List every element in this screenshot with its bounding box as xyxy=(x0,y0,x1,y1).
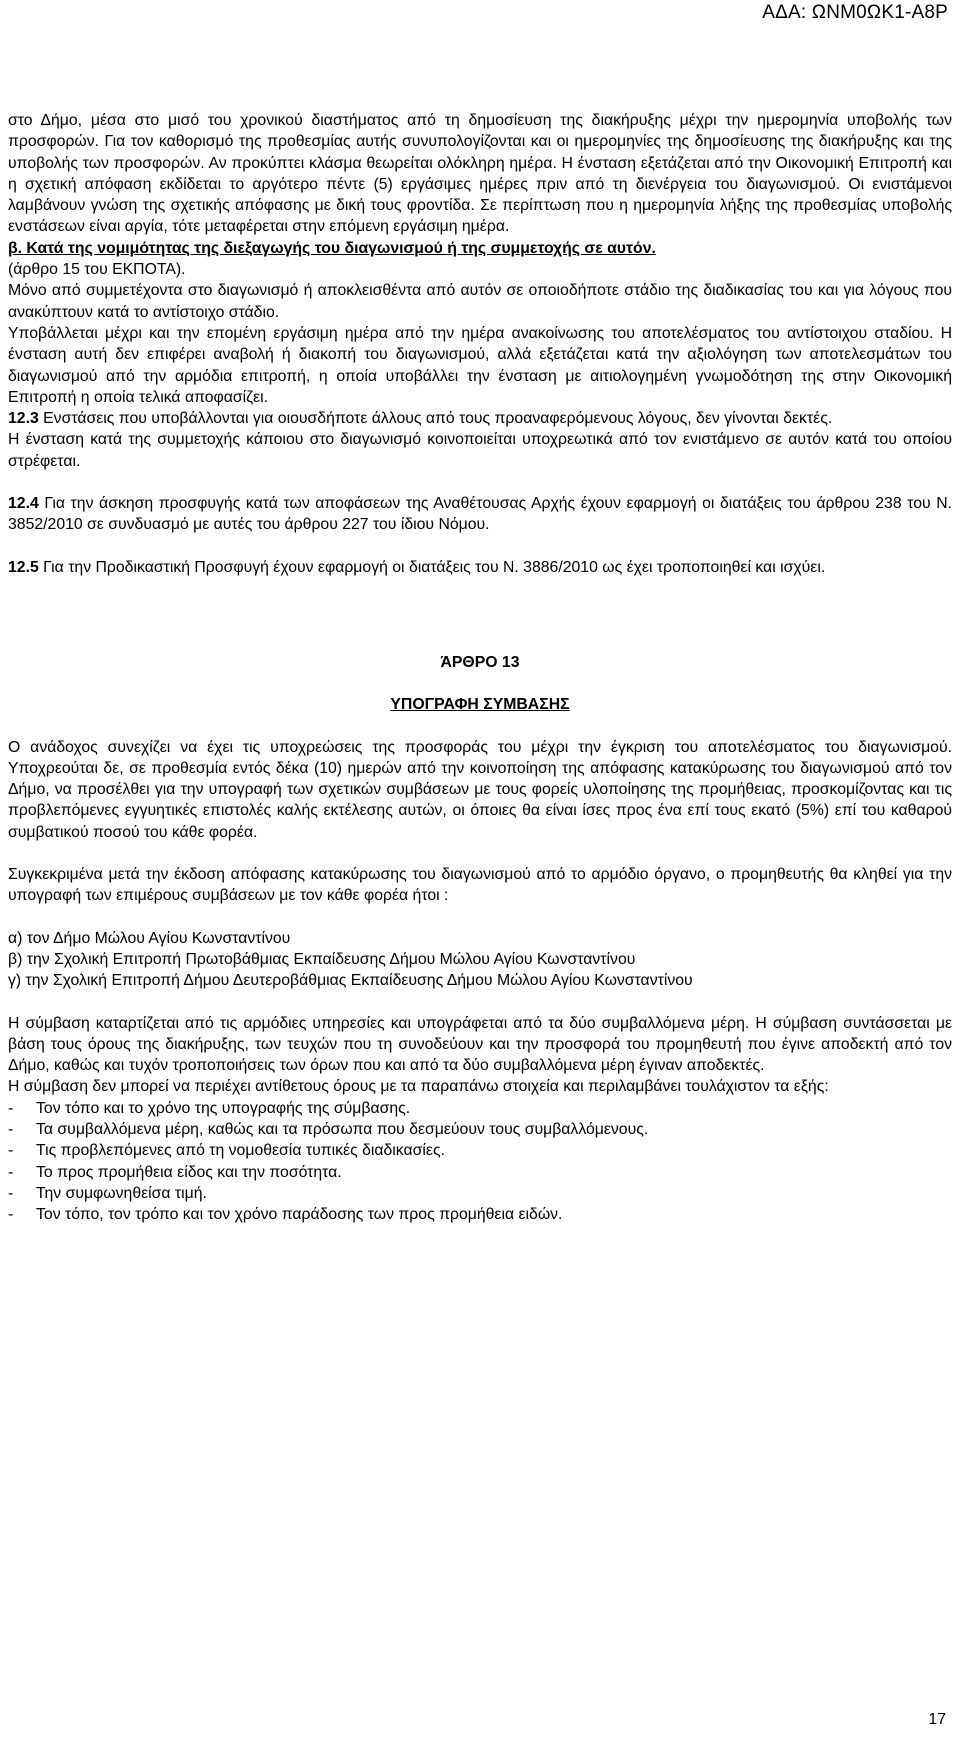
list-dash: - xyxy=(8,1120,14,1138)
section-beta-heading: β. Κατά της νομιμότητας της διεξαγωγής του διαγωνισμού ή της συμμετοχής σε αυτόν. xyxy=(8,239,656,257)
list-item-text: Το προς προμήθεια είδος και την ποσότητα. xyxy=(36,1163,342,1181)
section-text: Για την άσκηση προσφυγής κατά των αποφάσεων της Αναθέτουσας Αρχής έχουν εφαρμογή οι διατάξεις του άρθρου 238 του Ν. 3852/2010 σε συνδυασμό με αυτές του άρθρου 227 του ίδιου Νόμου. xyxy=(8,495,952,534)
list-item xyxy=(8,1119,952,1140)
party-alpha: α) τον Δήμο Μώλου Αγίου Κωνσταντίνου xyxy=(8,929,291,947)
paragraph: Υποβάλλεται μέχρι και την επομένη εργάσιμη ημέρα από την ημέρα ανακοίνωσης του αποτελέσματος του αντίστοιχου σταδίου. Η ένσταση αυτή δεν επιφέρει αναβολή ή διακοπή του διαγωνισμού, αλλά εξετάζεται κατά την αξιολόγηση των αποτελεσμάτων του διαγωνισμού από την αρμόδια επιτροπή, η οποία υποβάλλει την ένσταση με αιτιολογημένη γνωμοδότηση της στην Οικονομική Επιτροπή η οποία τελικά αποφασίζει. xyxy=(8,324,952,406)
section-text: Ενστάσεις που υποβάλλονται για οιουσδήποτε άλλους από τους προαναφερόμενους λόγους, δεν γίνονται δεκτές. xyxy=(38,410,833,428)
list-item-text: Τον τόπο, τον τρόπο και τον χρόνο παράδοσης των προς προμήθεια ειδών. xyxy=(36,1206,563,1224)
list-item xyxy=(8,1204,952,1225)
list-item-text: Τις προβλεπόμενες από τη νομοθεσία τυπικές διαδικασίες. xyxy=(36,1142,445,1160)
list-dash: - xyxy=(8,1163,14,1181)
list-dash: - xyxy=(8,1142,14,1160)
article-title: ΆΡΘΡΟ 13 xyxy=(440,653,520,671)
paragraph: Η σύμβαση δεν μπορεί να περιέχει αντίθετους όρους με τα παραπάνω στοιχεία και περιλαμβάνει τουλάχιστον τα εξής: xyxy=(8,1078,829,1096)
paragraph: Η ένσταση κατά της συμμετοχής κάποιου στο διαγωνισμό κοινοποιείται υποχρεωτικά από τον ενιστάμενο σε αυτόν κατά του οποίου στρέφεται. xyxy=(8,431,952,470)
document-body xyxy=(8,110,952,1225)
section-12-3 xyxy=(8,408,952,429)
paragraph: Συγκεκριμένα μετά την έκδοση απόφασης κατακύρωσης του διαγωνισμού από το αρμόδιο όργανο, ο προμηθευτής θα κληθεί για την υπογραφή των επιμέρους συμβάσεων με τον κάθε φορέα ήτοι : xyxy=(8,866,952,905)
section-number: 12.3 xyxy=(8,410,39,428)
list-item-text: Την συμφωνηθείσα τιμή. xyxy=(36,1184,207,1202)
paragraph: Μόνο από συμμετέχοντα στο διαγωνισμό ή αποκλεισθέντα από αυτόν σε οποιοδήποτε στάδιο της διαδικασίας του και για λόγους που ανακύπτουν κατά το αντίστοιχο στάδιο. xyxy=(8,282,952,321)
section-12-5 xyxy=(8,557,952,578)
page-number: 17 xyxy=(928,1711,946,1728)
list-dash: - xyxy=(8,1184,14,1202)
paragraph: Η σύμβαση καταρτίζεται από τις αρμόδιες υπηρεσίες και υπογράφεται από τα δύο συμβαλλόμενα μέρη. Η σύμβαση συντάσσεται με βάση τους όρους της διακήρυξης, των τευχών που τη συνοδεύουν και την προσφορά του προμηθευτή που έγινε αποδεκτή από τον Δήμο, καθώς και τυχόν τροποποιήσεις των όρων που και από τα δύο συμβαλλόμενα μέρη έγιναν αποδεκτές. xyxy=(8,1014,952,1075)
section-12-4 xyxy=(8,493,952,536)
section-number: 12.4 xyxy=(8,495,39,513)
party-beta: β) την Σχολική Επιτροπή Πρωτοβάθμιας Εκπαίδευσης Δήμου Μώλου Αγίου Κωνσταντίνου xyxy=(8,950,636,968)
section-number: 12.5 xyxy=(8,558,39,576)
terms-list xyxy=(8,1098,952,1226)
paragraph: στο Δήμο, μέσα στο μισό του χρονικού διαστήματος από τη δημοσίευση της διακήρυξης μέχρι την ημερομηνία υποβολής των προσφορών. Για τον καθορισμό της προθεσμίας αυτής συνυπολογίζονται και οι ημερομηνίες της δημοσίευσης της διακήρυξης και της υποβολής των προσφορών. Αν προκύπτει κλάσμα θεωρείται ολόκληρη ημέρα. Η ένσταση εξετάζεται από την Οικονομική Επιτροπή και η σχετική απόφαση εκδίδεται το αργότερο πέντε (5) εργάσιμες ημέρες πριν από τη διενέργεια του διαγωνισμού. Οι ενιστάμενοι λαμβάνουν γνώση της σχετικής απόφασης με δική τους φροντίδα. Σε περίπτωση που η ημερομηνία λήξης της προθεσμίας υποβολής ενστάσεων είναι αργία, τότε μεταφέρεται στην επόμενη εργάσιμη ημέρα. xyxy=(8,112,952,236)
paragraph: Ο ανάδοχος συνεχίζει να έχει τις υποχρεώσεις της προσφοράς του μέχρι την έγκριση του αποτελέσματος του διαγωνισμού. Υποχρεούται δε, σε προθεσμία εντός δέκα (10) ημερών από την κοινοποίηση της απόφασης κατακύρωσης του διαγωνισμού από τον Δήμο, να προσέλθει για την υπογραφή των σχετικών συμβάσεων με τους φορείς υλοποίησης της προμήθειας, προσκομίζοντας και τις προβλεπόμενες εγγυητικές επιστολές καλής εκτέλεσης αυτών, οι όποιες θα είναι ίσες προς ένα επί τους εκατό (5%) επί του καθαρού συμβατικού ποσού του κάθε φορέα. xyxy=(8,738,952,841)
list-item xyxy=(8,1140,952,1161)
section-beta-reference: (άρθρο 15 του ΕΚΠΟΤΑ). xyxy=(8,261,186,279)
party-gamma: γ) την Σχολική Επιτροπή Δήμου Δευτεροβάθμιας Εκπαίδευσης Δήμου Μώλου Αγίου Κωνσταντίνου xyxy=(8,972,693,990)
ada-code: ΑΔΑ: ΩΝΜ0ΩΚ1-Α8Ρ xyxy=(762,2,948,23)
section-text: Για την Προδικαστική Προσφυγή έχουν εφαρμογή οι διατάξεις του Ν. 3886/2010 ως έχει τροποποιηθεί και ισχύει. xyxy=(38,558,826,576)
list-item xyxy=(8,1098,952,1119)
list-dash: - xyxy=(8,1099,14,1117)
article-subtitle: ΥΠΟΓΡΑΦΗ ΣΥΜΒΑΣΗΣ xyxy=(390,696,570,714)
list-item xyxy=(8,1162,952,1183)
list-item-text: Τα συμβαλλόμενα μέρη, καθώς και τα πρόσωπα που δεσμεύουν τους συμβαλλόμενους. xyxy=(36,1120,649,1138)
list-item-text: Τον τόπο και το χρόνο της υπογραφής της σύμβασης. xyxy=(36,1099,411,1117)
list-dash: - xyxy=(8,1206,14,1224)
list-item xyxy=(8,1183,952,1204)
